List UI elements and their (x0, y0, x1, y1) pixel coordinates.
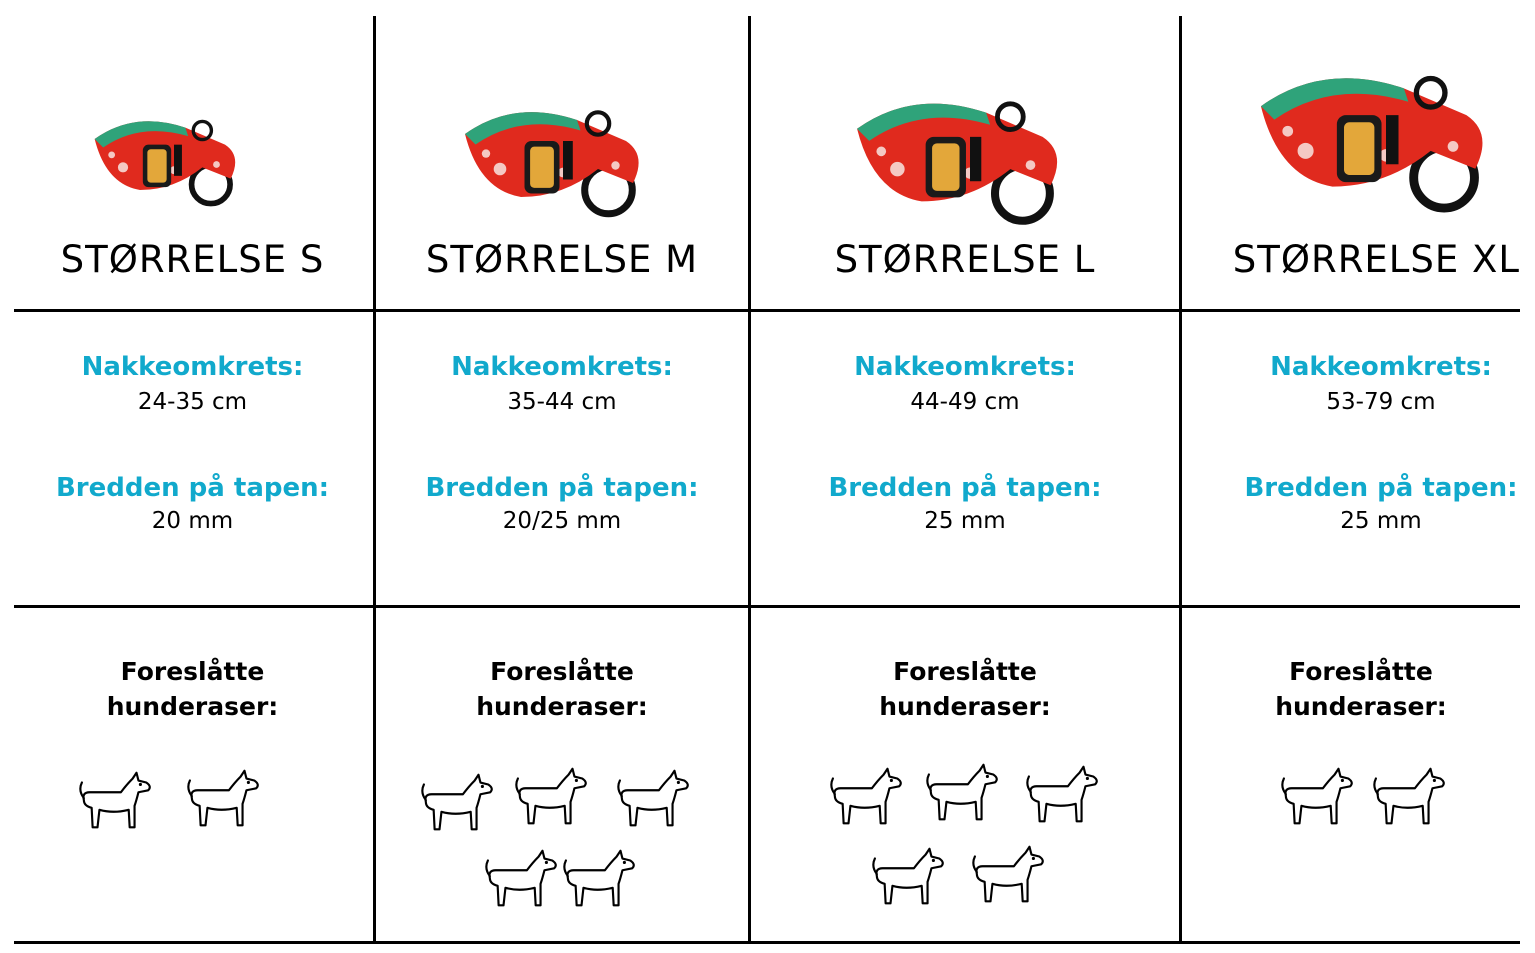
spaniel-icon (514, 766, 592, 830)
akita-icon (1280, 766, 1358, 830)
breeds-label (1192, 654, 1530, 724)
breeds-label-line1: Foreslåtte (893, 657, 1037, 686)
size-title: STØRRELSE L (834, 238, 1096, 281)
neck-value: 35-44 cm (507, 389, 617, 415)
dachshund-icon (78, 770, 156, 834)
beagle-icon (616, 768, 694, 832)
size-column-xl (1182, 0, 1520, 953)
neck-label: Nakkeomkrets: (854, 352, 1076, 382)
collar-product-image (849, 78, 1091, 228)
width-label: Bredden på tapen: (55, 473, 330, 503)
breeds-label-line1: Foreslåtte (1289, 657, 1433, 686)
size-column-m (376, 0, 748, 953)
width-value: 25 mm (924, 508, 1006, 534)
collar-product-image (458, 90, 668, 220)
corgi-icon (420, 772, 498, 836)
neck-value: 44-49 cm (910, 389, 1020, 415)
collie-icon (971, 844, 1049, 908)
terrier-icon (186, 768, 264, 832)
size-title: STØRRELSE XL (1232, 238, 1520, 281)
breeds-label-line2: hunderaser: (106, 692, 279, 721)
boston-terrier-icon (562, 848, 640, 912)
width-label: Bredden på tapen: (425, 473, 699, 503)
width-label: Bredden på tapen: (828, 473, 1102, 503)
collar-product-image (1252, 48, 1520, 218)
neck-value: 53-79 cm (1326, 389, 1436, 415)
breeds-label-line2: hunderaser: (879, 692, 1051, 721)
breeds-label-line2: hunderaser: (476, 692, 648, 721)
breeds-label (14, 654, 371, 724)
breeds-label-line2: hunderaser: (1275, 692, 1447, 721)
shiba-icon (1372, 766, 1450, 830)
neck-label: Nakkeomkrets: (1270, 352, 1492, 382)
dalmatian-icon (871, 846, 949, 910)
width-value: 20 mm (151, 508, 234, 534)
size-title: STØRRELSE S (60, 238, 325, 281)
breeds-label (751, 654, 1179, 724)
size-column-s (14, 0, 371, 953)
width-value: 25 mm (1340, 508, 1422, 534)
neck-label: Nakkeomkrets: (81, 352, 304, 382)
size-column-l (751, 0, 1179, 953)
chow-chow-icon (1025, 764, 1103, 828)
bulldog-icon (829, 766, 907, 830)
size-title: STØRRELSE M (425, 238, 699, 281)
breeds-label-line1: Foreslåtte (490, 657, 634, 686)
pug-icon (484, 848, 562, 912)
breeds-label (376, 654, 748, 724)
neck-value: 24-35 cm (137, 389, 248, 415)
breeds-label-line1: Foreslåtte (120, 657, 265, 686)
husky-icon (925, 762, 1003, 826)
width-value: 20/25 mm (502, 508, 622, 534)
neck-label: Nakkeomkrets: (451, 352, 673, 382)
width-label: Bredden på tapen: (1244, 473, 1518, 503)
collar-product-image (89, 100, 259, 212)
